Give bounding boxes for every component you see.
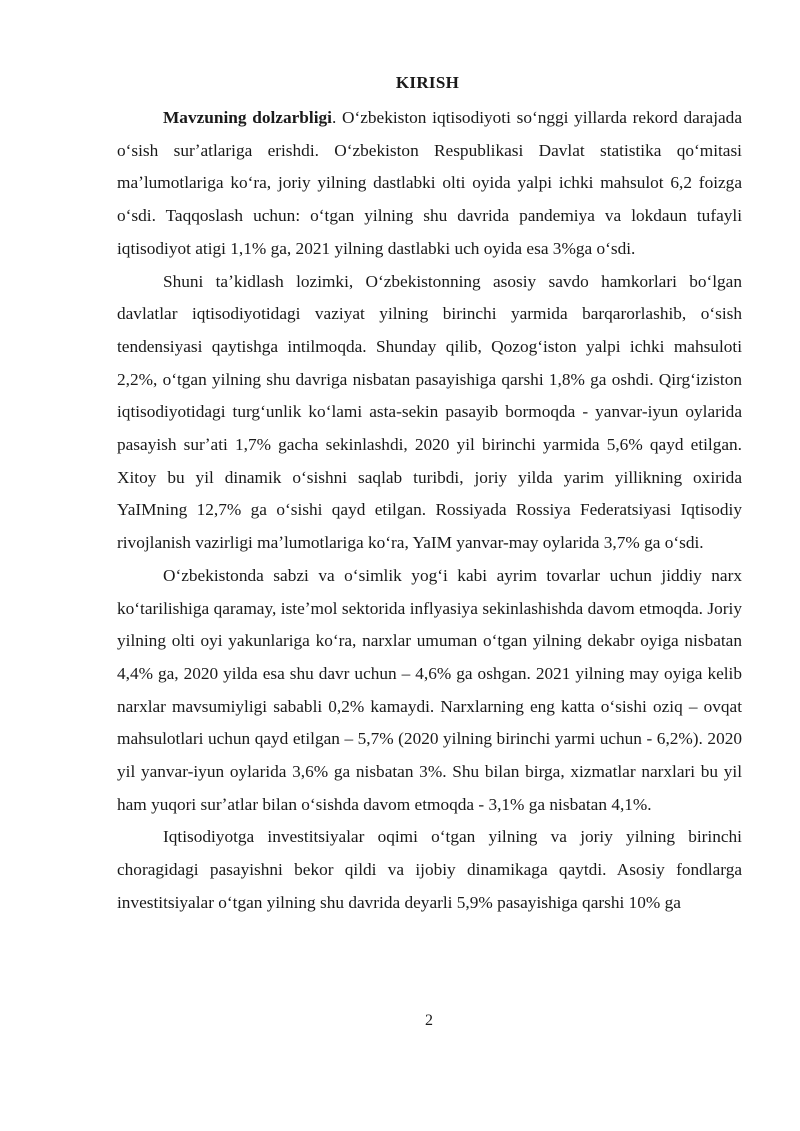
page-heading: KIRISH [395, 73, 460, 92]
paragraph-text: Shuni taʼkidlash lozimki, Oʻzbekistonning asosiy savdo hamkorlari boʻlgan davlatlar iqtisodiyotidagi vaziyat yilning birinchi yarmida barqarorlashib, oʻsish tendensiyasi qaytishga intilmoqda. Shunday qilib, Qozogʻiston yalpi ichki mahsuloti 2,2%, oʻtgan yilning shu davriga nisbatan pasayishiga qarshi 1,8% ga oshdi. Qirgʻiziston iqtisodiyotidagi turgʻunlik koʻlami asta-sekin pasayib bormoqda - yanvar-iyun oylarida pasayish surʼati 1,7% gacha sekinlashdi, 2020 yil birinchi yarmida 5,6% qayd etilgan. Xitoy bu yil dinamik oʻsishni saqlab turibdi, joriy yilda yarim yillikning oxirida YaIMning 12,7% ga oʻsishi qayd etilgan. Rossiyada Rossiya Federatsiyasi Iqtisodiy rivojlanish vazirligi maʼlumotlariga koʻra, YaIM yanvar-may oylarida 3,7% ga oʻsdi. [117, 271, 742, 553]
body-text [117, 102, 742, 920]
paragraph-text: . Oʻzbekiston iqtisodiyoti soʻnggi yillarda rekord darajada oʻsish surʼatlariga erishdi. Oʻzbekiston Respublikasi Davlat statistika qoʻmitasi maʼlumotlariga koʻra, joriy yilning dastlabki olti oyida yalpi ichki mahsulot 6,2 foizga oʻsdi. Taqqoslash uchun: oʻtgan yilning shu davrida pandemiya va lokdaun tufayli iqtisodiyot atigi 1,1% ga, 2021 yilning dastlabki uch oyida esa 3%ga oʻsdi. [117, 108, 742, 258]
paragraph-relevance [117, 102, 742, 266]
paragraph-trade-partners [117, 266, 742, 560]
page-number: 2 [425, 1012, 433, 1029]
paragraph-investments [117, 821, 742, 919]
paragraph-inflation [117, 560, 742, 822]
paragraph-text: Oʻzbekistonda sabzi va oʻsimlik yogʻi kabi ayrim tovarlar uchun jiddiy narx koʻtarilishiga qaramay, isteʼmol sektorida inflyasiya sekinlashishda davom etmoqda. Joriy yilning olti oyi yakunlariga koʻra, narxlar umuman oʻtgan yilning dekabr oyiga nisbatan 4,4% ga, 2020 yilda esa shu davr uchun – 4,6% ga oshgan. 2021 yilning may oyiga kelib narxlar mavsumiyligi sababli 0,2% kamaydi. Narxlarning eng katta oʻsishi oziq – ovqat mahsulotlari uchun qayd etilgan – 5,7% (2020 yilning birinchi yarmi uchun - 6,2%). 2020 yil yanvar-iyun oylarida 3,6% ga nisbatan 3%. Shu bilan birga, xizmatlar narxlari bu yil ham yuqori surʼatlar bilan oʻsishda davom etmoqda - 3,1% ga nisbatan 4,1%. [117, 565, 742, 814]
paragraph-lead: Mavzuning dolzarbligi [163, 108, 332, 127]
paragraph-text: Iqtisodiyotga investitsiyalar oqimi oʻtgan yilning va joriy yilning birinchi choragidagi pasayishni bekor qildi va ijobiy dinamikaga qaytdi. Asosiy fondlarga investitsiyalar oʻtgan yilning shu davrida deyarli 5,9% pasayishiga qarshi 10% ga [117, 827, 742, 912]
